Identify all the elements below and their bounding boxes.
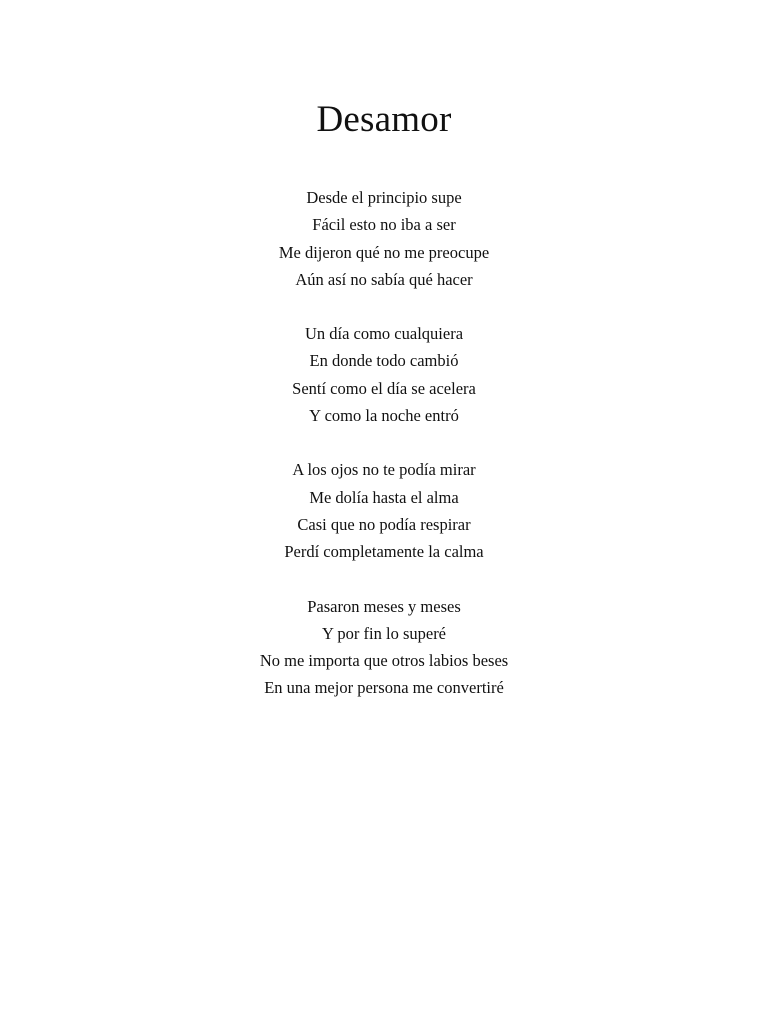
poem-line: Sentí como el día se acelera bbox=[292, 378, 476, 398]
poem-line: Aún así no sabía qué hacer bbox=[295, 269, 473, 289]
stanza-1 bbox=[0, 184, 768, 293]
poem-line: En donde todo cambió bbox=[309, 351, 459, 371]
poem-line: Un día como cualquiera bbox=[304, 324, 464, 344]
poem-body bbox=[0, 184, 768, 729]
poem-line: Me dijeron qué no me preocupe bbox=[278, 242, 490, 262]
poem-line: Pasaron meses y meses bbox=[307, 596, 461, 616]
poem-line: A los ojos no te podía mirar bbox=[292, 460, 476, 480]
stanza-4 bbox=[0, 593, 768, 702]
stanza-2 bbox=[0, 320, 768, 429]
poem-line: No me importa que otros labios beses bbox=[259, 651, 509, 671]
poem-line: Perdí completamente la calma bbox=[284, 542, 484, 562]
poem-line: Casi que no podía respirar bbox=[297, 514, 471, 534]
poem-line: Desde el principio supe bbox=[306, 188, 462, 207]
poem-line: Y por fin lo superé bbox=[321, 623, 447, 643]
poem-title: Desamor bbox=[316, 99, 452, 140]
poem-line: Me dolía hasta el alma bbox=[309, 487, 459, 507]
poem-line: Y como la noche entró bbox=[309, 406, 459, 426]
stanza-3 bbox=[0, 456, 768, 565]
poem-line: En una mejor persona me convertiré bbox=[264, 678, 504, 698]
poem-line: Fácil esto no iba a ser bbox=[312, 215, 456, 235]
